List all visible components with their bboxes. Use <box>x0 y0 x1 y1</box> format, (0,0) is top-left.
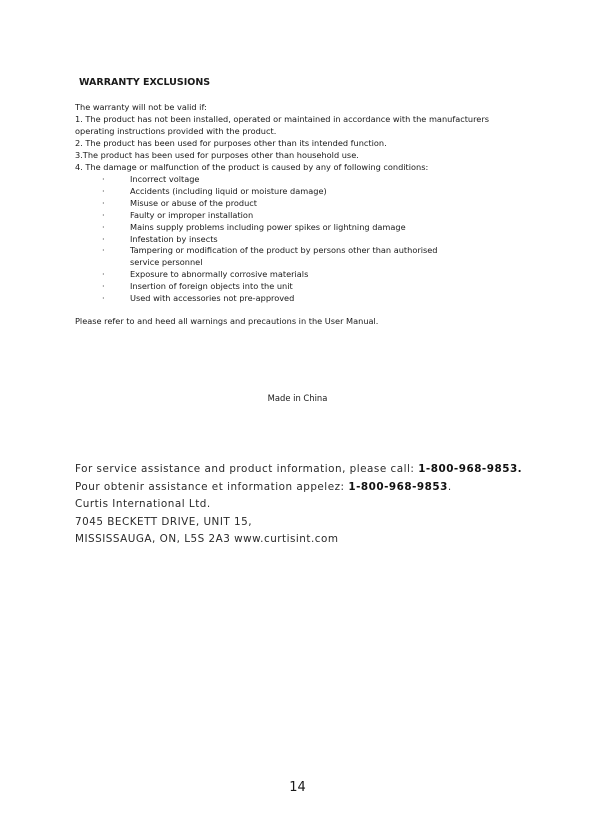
service-line-french <box>75 479 522 497</box>
phone-number: 1-800-968-9853 <box>348 480 448 493</box>
bullet-dot-icon: · <box>102 221 105 232</box>
warranty-conditions <box>75 102 535 173</box>
bullet-dot-icon: · <box>102 197 105 208</box>
bullet-dot-icon: · <box>102 174 105 184</box>
condition-line: operating instructions provided with the product. <box>75 125 277 136</box>
list-item-text: Faulty or improper installation <box>130 209 254 220</box>
list-item <box>100 245 520 269</box>
list-item-text: Accidents (including liquid or moisture damage) <box>130 185 327 196</box>
list-item-text: Exposure to abnormally corrosive materials <box>130 269 309 280</box>
phone-number: 1-800-968-9853. <box>418 463 523 475</box>
service-line-english <box>75 461 522 479</box>
condition-line: 1. The product has not been installed, operated or maintained in accordance with the manufacturers <box>75 113 489 124</box>
list-item <box>100 210 520 222</box>
condition-line: 3.The product has been used for purposes other than household use. <box>75 149 359 160</box>
company-name: Curtis International Ltd. <box>75 498 211 511</box>
list-item-text: Used with accessories not pre-approved <box>130 293 295 304</box>
list-item <box>100 222 520 234</box>
bullet-dot-icon: · <box>102 281 105 292</box>
list-item <box>100 198 520 210</box>
list-item <box>100 269 520 281</box>
list-item-text: Incorrect voltage <box>130 174 200 184</box>
bullet-dot-icon: · <box>102 185 105 196</box>
made-in-label: Made in China <box>267 393 328 403</box>
address-line: 7045 BECKETT DRIVE, UNIT 15, <box>75 515 253 528</box>
list-item <box>100 186 520 198</box>
bullet-dot-icon: · <box>102 269 105 280</box>
list-item <box>100 234 520 246</box>
bullet-dot-icon: · <box>102 293 105 304</box>
list-item <box>100 174 520 186</box>
exclusion-bullet-list <box>100 174 520 305</box>
service-text: For service assistance and product information, please call: <box>75 463 419 475</box>
address-line: MISSISSAUGA, ON, L5S 2A3 www.curtisint.com <box>75 533 339 546</box>
service-text: Pour obtenir assistance et information appelez: <box>75 480 349 493</box>
contact-block <box>75 461 522 549</box>
user-manual-note: Please refer to and heed all warnings and precautions in the User Manual. <box>75 316 379 326</box>
list-item-text: Mains supply problems including power spikes or lightning damage <box>130 221 406 232</box>
list-item-text: Misuse or abuse of the product <box>130 197 258 208</box>
warranty-exclusions-heading: WARRANTY EXCLUSIONS <box>79 77 211 88</box>
condition-line: 2. The product has been used for purposes other than its intended function. <box>75 137 387 148</box>
warranty-intro: The warranty will not be valid if: <box>75 102 207 112</box>
list-item <box>100 293 520 305</box>
page-number: 14 <box>289 780 306 795</box>
list-item-text: Insertion of foreign objects into the unit <box>130 281 293 292</box>
bullet-dot-icon: · <box>102 209 105 220</box>
condition-line: 4. The damage or malfunction of the product is caused by any of following conditions: <box>75 161 429 172</box>
list-item-text: Infestation by insects <box>130 233 218 244</box>
list-item-text: Tampering or modification of the product by persons other than authorised service personnel <box>130 245 438 268</box>
sentence-end: . <box>447 480 452 493</box>
list-item <box>100 281 520 293</box>
bullet-dot-icon: · <box>102 233 105 244</box>
bullet-dot-icon: · <box>102 245 105 256</box>
